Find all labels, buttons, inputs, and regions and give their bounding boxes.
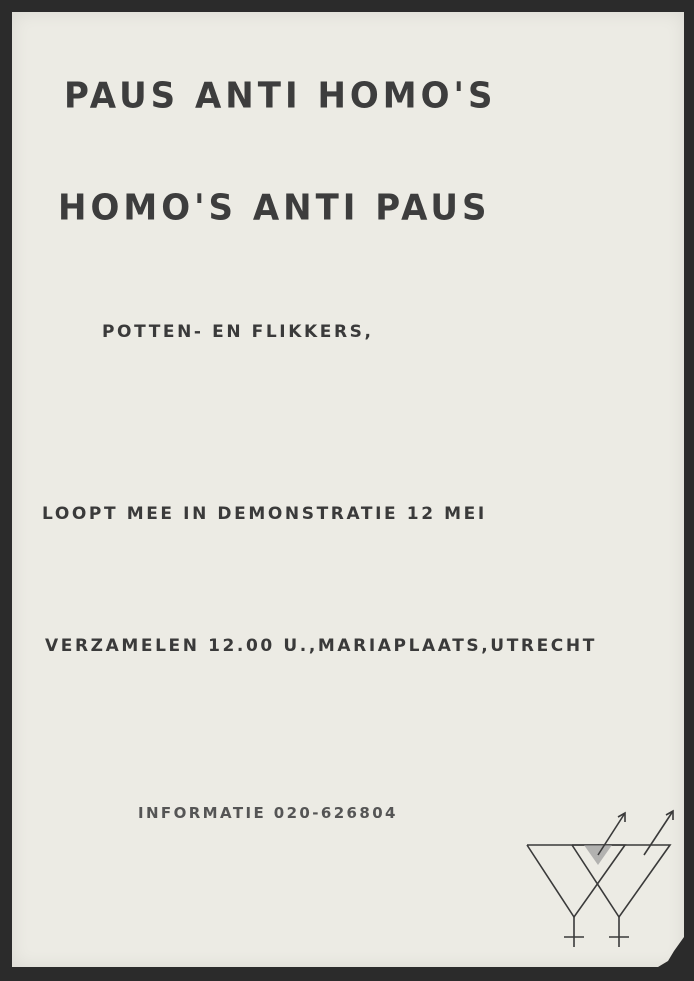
headline-homos-anti-paus: HOMO'S ANTI PAUS [58,187,491,229]
demonstration-text: LOOPT MEE IN DEMONSTRATIE 12 MEI [42,504,487,524]
torn-corner [658,937,684,967]
greeting-text: POTTEN- EN FLIKKERS, [102,322,374,342]
poster-sheet [12,12,684,967]
information-phone-text: INFORMATIE 020-626804 [138,804,398,822]
headline-paus-anti-homos: PAUS ANTI HOMO'S [64,75,497,117]
gathering-text: VERZAMELEN 12.00 U.,MARIAPLAATS,UTRECHT [45,636,597,656]
